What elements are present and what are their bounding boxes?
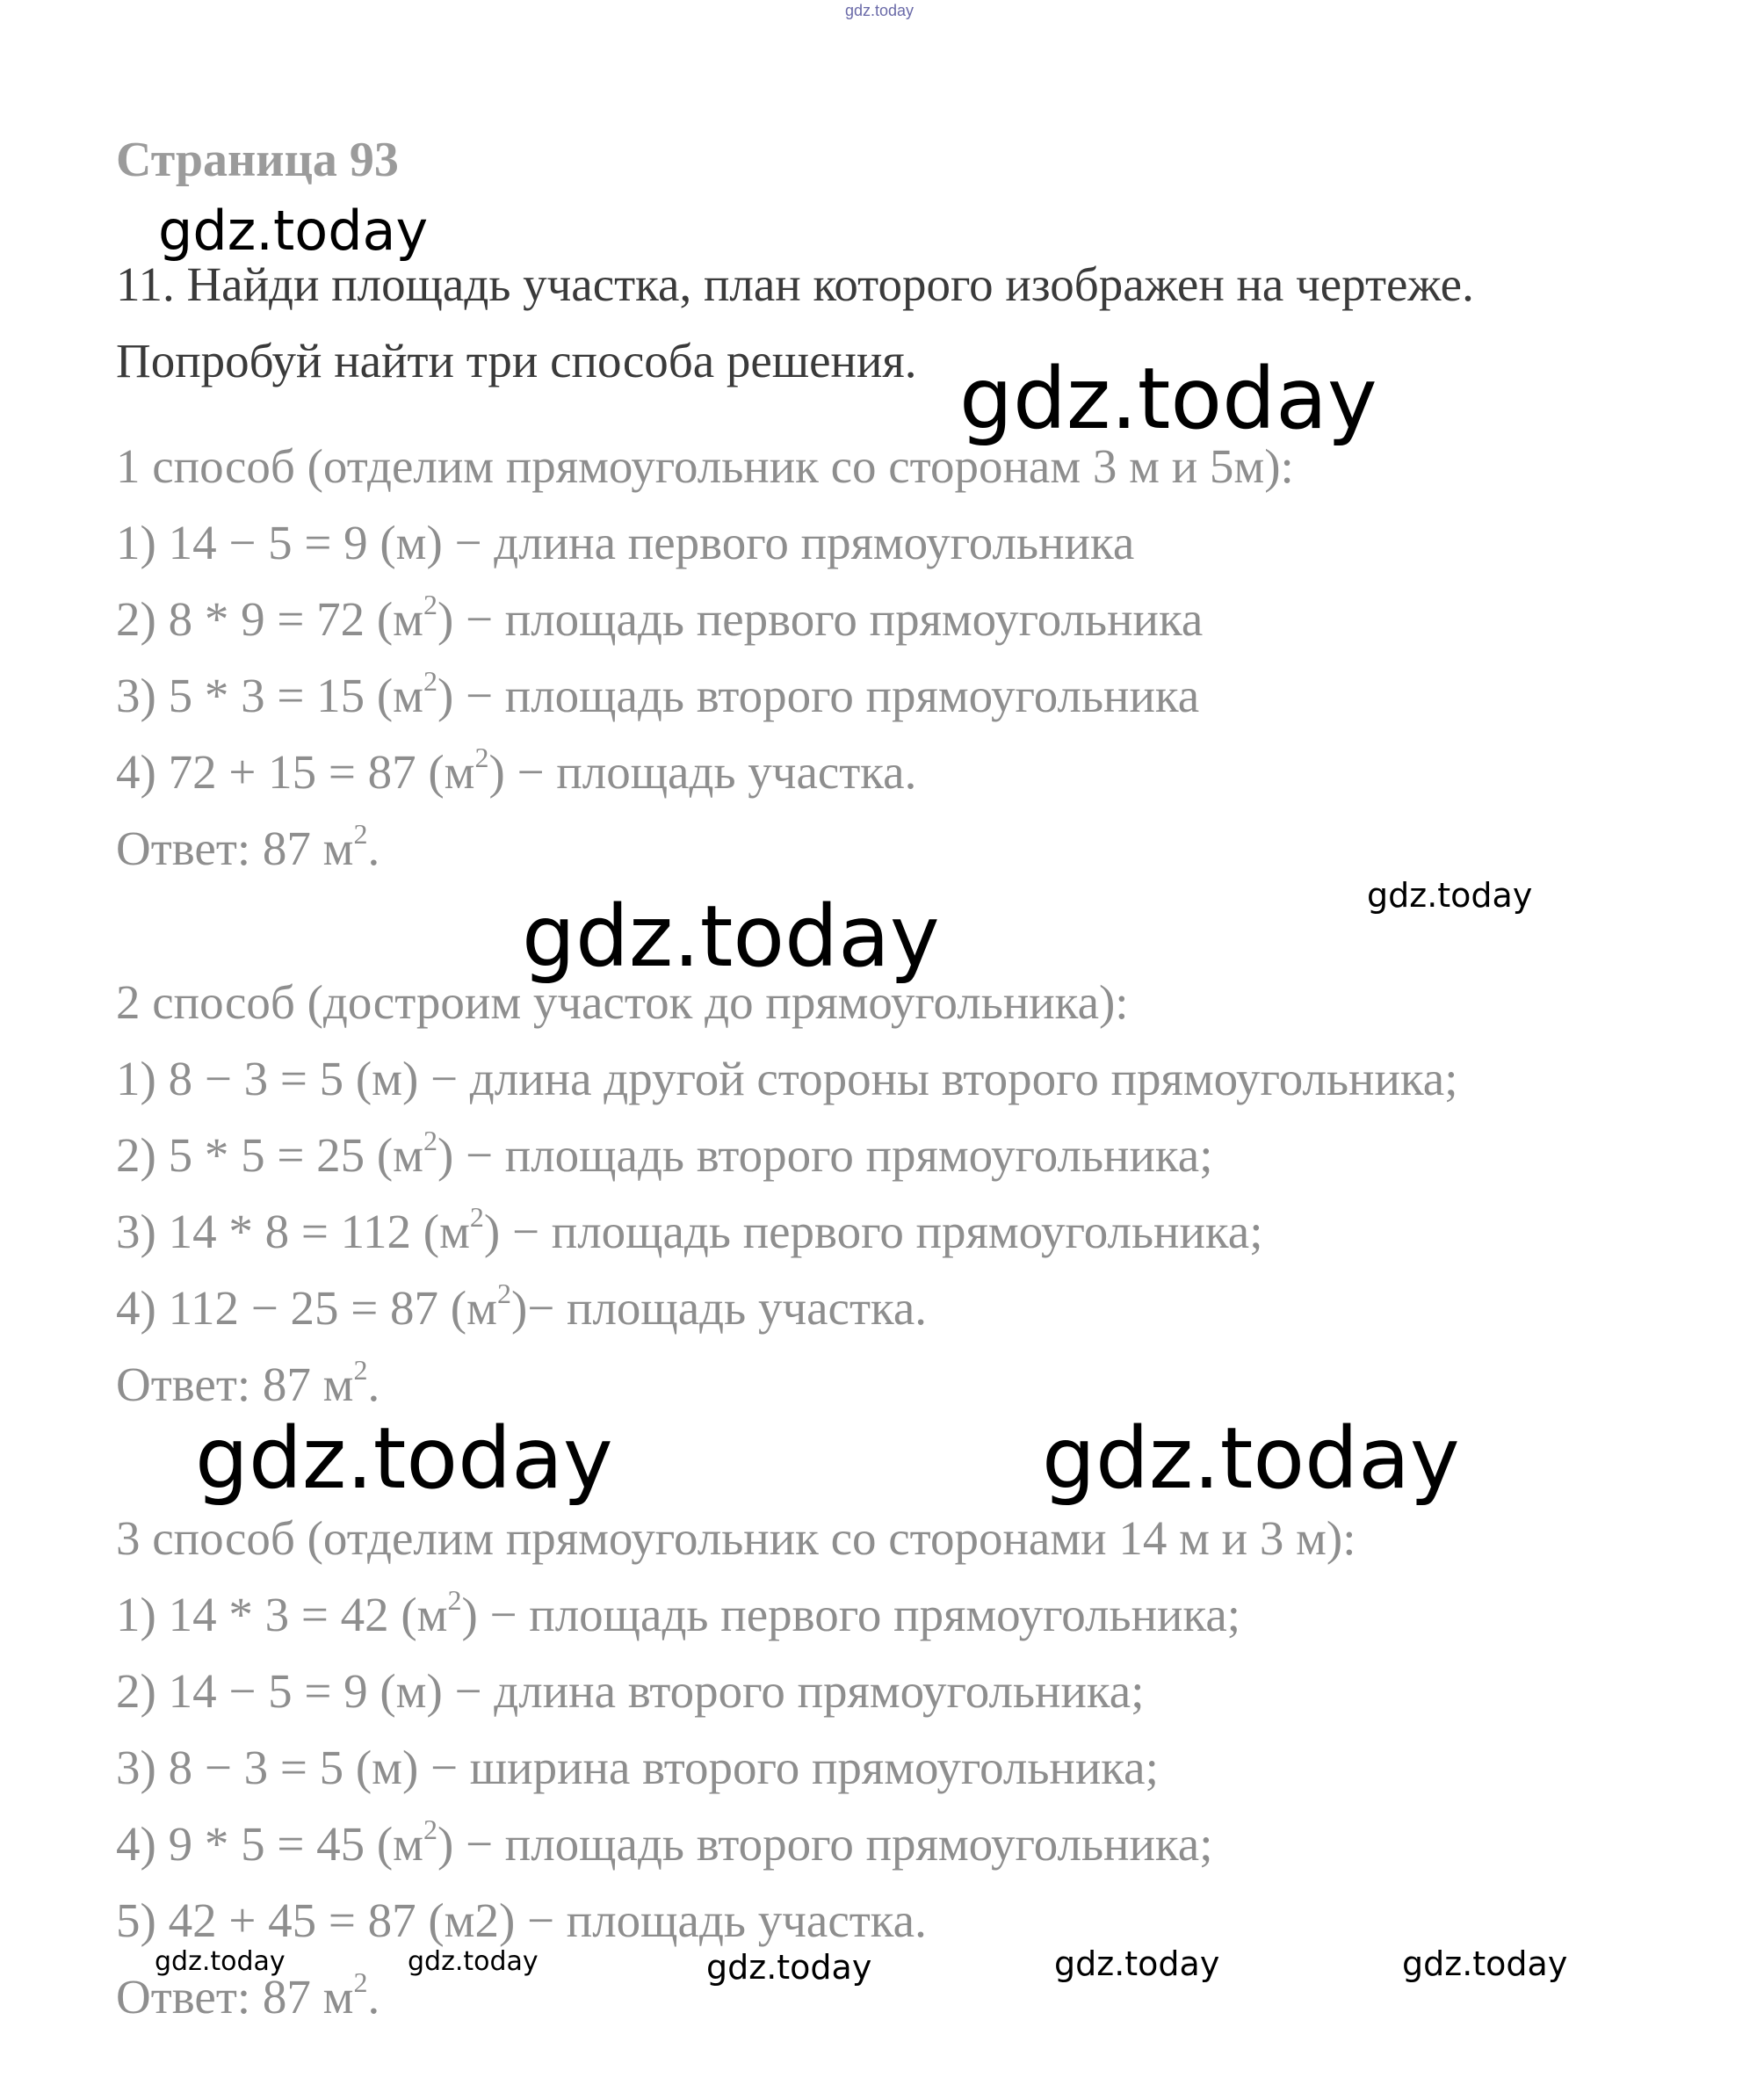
step-text: 3) 14 * 8 = 112 (м — [116, 1205, 470, 1258]
answer-text: Ответ: 87 м — [116, 1358, 354, 1411]
method2-step-2 — [116, 1125, 1213, 1182]
step-text: 4) 9 * 5 = 45 (м — [116, 1817, 423, 1871]
method3-step-2: 2) 14 − 5 = 9 (м) − длина второго прямоугольника; — [116, 1664, 1145, 1718]
method1-step-2 — [116, 589, 1204, 646]
answer-text: . — [367, 1970, 380, 2024]
step-text: ) − площадь второго прямоугольника; — [437, 1817, 1213, 1871]
answer-text: . — [367, 822, 380, 875]
watermark: gdz.today — [1054, 1944, 1220, 1983]
superscript: 2 — [353, 1354, 368, 1386]
watermark: gdz.today — [408, 1946, 539, 1977]
task-line-1: 11. Найди площадь участка, план которого изображен на чертеже. — [116, 257, 1474, 311]
watermark: gdz.today — [706, 1948, 872, 1987]
method3-step-3: 3) 8 − 3 = 5 (м) − ширина второго прямоугольника; — [116, 1741, 1159, 1794]
watermark: gdz.today — [522, 887, 940, 986]
step-text: )− площадь участка. — [510, 1281, 928, 1335]
method2-step-4 — [116, 1278, 928, 1335]
superscript: 2 — [474, 742, 489, 773]
superscript: 2 — [447, 1584, 462, 1616]
step-text: 4) 112 − 25 = 87 (м — [116, 1281, 497, 1335]
method2-step-1: 1) 8 − 3 = 5 (м) − длина другой стороны второго прямоугольника; — [116, 1052, 1458, 1105]
method3-step-1 — [116, 1584, 1241, 1641]
superscript: 2 — [423, 1125, 437, 1156]
method2-step-3 — [116, 1201, 1263, 1258]
watermark: gdz.today — [959, 350, 1377, 448]
method3-step-5: 5) 42 + 45 = 87 (м2) − площадь участка. — [116, 1893, 927, 1947]
method2-answer — [116, 1354, 380, 1411]
top-watermark: gdz.today — [845, 2, 915, 19]
step-text: 4) 72 + 15 = 87 (м — [116, 745, 475, 799]
step-text: 2) 5 * 5 = 25 (м — [116, 1128, 423, 1182]
step-text: 3) 5 * 3 = 15 (м — [116, 669, 423, 722]
method3-answer — [116, 1966, 380, 2024]
page-title: Страница 93 — [116, 133, 399, 187]
step-text: ) − площадь второго прямоугольника — [437, 669, 1200, 722]
method3-heading: 3 способ (отделим прямоугольник со сторонами 14 м и 3 м): — [116, 1511, 1356, 1565]
superscript: 2 — [469, 1201, 484, 1233]
watermark: gdz.today — [1402, 1944, 1568, 1983]
answer-text: . — [367, 1358, 380, 1411]
watermark: gdz.today — [1367, 876, 1533, 915]
step-text: ) − площадь второго прямоугольника; — [437, 1128, 1213, 1182]
method1-heading: 1 способ (отделим прямоугольник со сторонам 3 м и 5м): — [116, 439, 1294, 493]
answer-text: Ответ: 87 м — [116, 1970, 354, 2024]
method1-step-4 — [116, 742, 917, 799]
watermark: gdz.today — [155, 1946, 286, 1977]
step-text: ) − площадь участка. — [488, 745, 917, 799]
step-text: ) − площадь первого прямоугольника — [437, 592, 1204, 646]
method1-step-3 — [116, 665, 1200, 722]
superscript: 2 — [423, 589, 437, 620]
superscript: 2 — [353, 818, 368, 850]
step-text: ) − площадь первого прямоугольника; — [461, 1588, 1241, 1641]
superscript: 2 — [496, 1278, 511, 1309]
answer-text: Ответ: 87 м — [116, 822, 354, 875]
watermark: gdz.today — [158, 199, 429, 263]
watermark: gdz.today — [195, 1409, 613, 1508]
method2-heading: 2 способ (достроим участок до прямоугольника): — [116, 975, 1129, 1029]
method1-step-1: 1) 14 − 5 = 9 (м) − длина первого прямоугольника — [116, 516, 1135, 569]
method3-step-4 — [116, 1814, 1213, 1871]
step-text: 2) 8 * 9 = 72 (м — [116, 592, 423, 646]
watermark: gdz.today — [1042, 1409, 1460, 1508]
step-text: ) − площадь первого прямоугольника; — [483, 1205, 1263, 1258]
superscript: 2 — [423, 665, 437, 697]
step-text: 1) 14 * 3 = 42 (м — [116, 1588, 448, 1641]
task-line-2: Попробуй найти три способа решения. — [116, 334, 917, 387]
superscript: 2 — [423, 1814, 437, 1845]
method1-answer — [116, 818, 380, 875]
superscript: 2 — [353, 1966, 368, 1998]
